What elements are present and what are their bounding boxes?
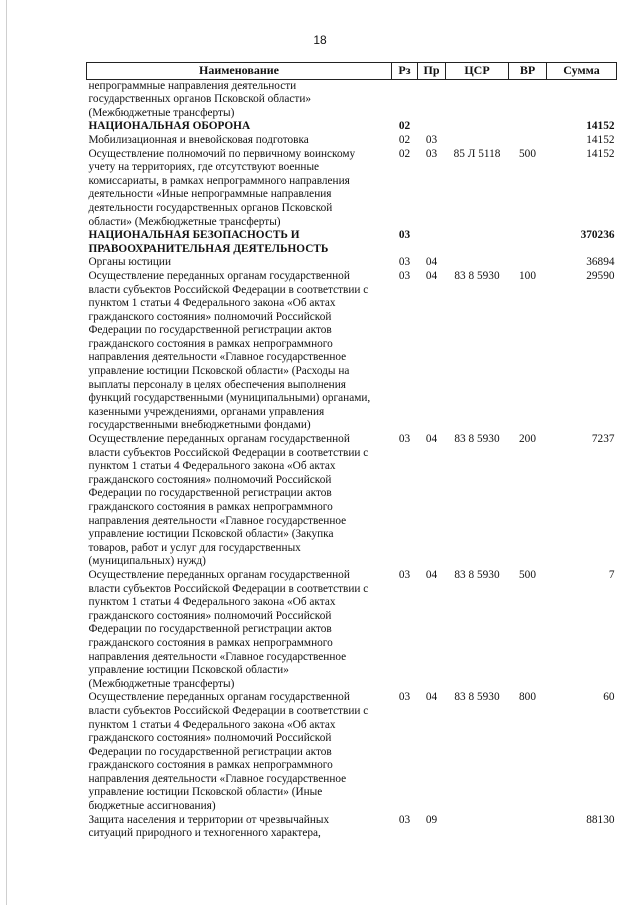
table-row bbox=[87, 229, 617, 256]
header-name: Наименование bbox=[87, 63, 392, 80]
table-row bbox=[87, 148, 617, 230]
cell-vr: 500 bbox=[519, 147, 536, 160]
cell-vr bbox=[509, 814, 547, 841]
cell-sum: 29590 bbox=[586, 269, 615, 282]
table-row bbox=[87, 433, 617, 569]
cell-csr bbox=[446, 134, 509, 148]
cell-pr bbox=[418, 79, 446, 120]
cell-vr: 500 bbox=[519, 568, 536, 581]
cell-sum: 370236 bbox=[580, 229, 615, 242]
cell-rz: 02 bbox=[398, 120, 411, 133]
cell-sum: 14152 bbox=[586, 133, 615, 146]
cell-sum: 14152 bbox=[586, 120, 615, 133]
cell-rz: 03 bbox=[398, 256, 411, 269]
header-csr: ЦСР bbox=[446, 63, 509, 80]
cell-name: НАЦИОНАЛЬНАЯ ОБОРОНА bbox=[88, 120, 251, 133]
cell-pr: 09 bbox=[425, 813, 438, 826]
cell-csr bbox=[446, 256, 509, 270]
cell-name: Защита населения и территории от чрезвычайных ситуаций природного и техногенного характера, bbox=[88, 813, 330, 840]
cell-sum: 88130 bbox=[586, 813, 615, 826]
table-row bbox=[87, 691, 617, 813]
cell-name: Осуществление переданных органам государственной власти субъектов Российской Федерации в соответствии с пунктом 1 статьи 4 Федерального закона «Об актах гражданского состояния» полномочий Российской Федерации по государственной регистрации актов гражданского состояния в рамках непрограммного направления деятельности «Главное государственное управление юстиции Псковской области» (Межбюджетные трансферты) bbox=[88, 568, 369, 690]
cell-sum: 60 bbox=[603, 691, 615, 704]
cell-sum bbox=[547, 79, 617, 120]
cell-rz: 03 bbox=[398, 433, 411, 446]
cell-csr bbox=[446, 814, 509, 841]
header-rz: Рз bbox=[392, 63, 418, 80]
cell-rz: 03 bbox=[398, 691, 411, 704]
header-vr: ВР bbox=[509, 63, 547, 80]
cell-csr bbox=[446, 120, 509, 134]
table-row bbox=[87, 814, 617, 841]
cell-vr: 200 bbox=[519, 433, 536, 446]
cell-pr: 04 bbox=[425, 256, 438, 269]
cell-csr: 83 8 5930 bbox=[454, 568, 500, 581]
table-row bbox=[87, 270, 617, 433]
table-row bbox=[87, 569, 617, 691]
table-row bbox=[87, 79, 617, 120]
cell-name: Органы юстиции bbox=[88, 256, 171, 269]
cell-pr: 04 bbox=[425, 269, 438, 282]
cell-name: непрограммные направления деятельности государственных органов Псковской области» (Межбюджетные трансферты) bbox=[88, 79, 312, 119]
cell-name: Осуществление переданных органам государственной власти субъектов Российской Федерации в соответствии с пунктом 1 статьи 4 Федерального закона «Об актах гражданского состояния» полномочий Российской Федерации по государственной регистрации актов гражданского состояния в рамках непрограммного направления деятельности «Главное государственное управление юстиции Псковской области» (Расходы на выплаты персоналу в целях обеспечения выполнения функций государственными (муниципальными) органами, казенными учреждениями, органами управления государственными внебюджетными фондами) bbox=[88, 269, 371, 432]
cell-pr: 04 bbox=[425, 433, 438, 446]
table-row bbox=[87, 256, 617, 270]
cell-name: Осуществление полномочий по первичному воинскому учету на территориях, где отсутствуют военные комиссариаты, в рамках непрограммного направления деятельности «Иные непрограммные направления деятельности государственных органов Псковской области» (Межбюджетные трансферты) bbox=[88, 147, 356, 228]
cell-pr bbox=[418, 229, 446, 256]
budget-table bbox=[86, 62, 617, 841]
cell-pr bbox=[418, 120, 446, 134]
cell-name: Мобилизационная и вневойсковая подготовка bbox=[88, 133, 309, 146]
cell-pr: 04 bbox=[425, 691, 438, 704]
table-row bbox=[87, 120, 617, 134]
cell-sum: 7237 bbox=[591, 433, 615, 446]
cell-vr bbox=[509, 120, 547, 134]
cell-vr: 800 bbox=[519, 691, 536, 704]
cell-sum: 36894 bbox=[586, 256, 615, 269]
cell-sum: 14152 bbox=[586, 147, 615, 160]
table-row bbox=[87, 134, 617, 148]
cell-pr: 03 bbox=[425, 147, 438, 160]
cell-rz: 03 bbox=[398, 269, 411, 282]
table-header-row bbox=[87, 63, 617, 80]
cell-csr: 83 8 5930 bbox=[454, 269, 500, 282]
cell-csr: 83 8 5930 bbox=[454, 433, 500, 446]
header-sum: Сумма bbox=[547, 63, 617, 80]
table-body bbox=[87, 79, 617, 841]
cell-name: Осуществление переданных органам государственной власти субъектов Российской Федерации в соответствии с пунктом 1 статьи 4 Федерального закона «Об актах гражданского состояния» полномочий Российской Федерации по государственной регистрации актов гражданского состояния в рамках непрограммного направления деятельности «Главное государственное управление юстиции Псковской области» (Иные бюджетные ассигнования) bbox=[88, 691, 369, 813]
cell-rz: 02 bbox=[398, 133, 411, 146]
cell-csr: 85 Л 5118 bbox=[453, 147, 501, 160]
cell-vr: 100 bbox=[519, 269, 536, 282]
scan-edge-line bbox=[6, 0, 7, 905]
cell-name: НАЦИОНАЛЬНАЯ БЕЗОПАСНОСТЬ И ПРАВООХРАНИТЕЛЬНАЯ ДЕЯТЕЛЬНОСТЬ bbox=[88, 229, 329, 255]
cell-pr: 03 bbox=[425, 133, 438, 146]
cell-vr bbox=[509, 256, 547, 270]
cell-name: Осуществление переданных органам государственной власти субъектов Российской Федерации в соответствии с пунктом 1 статьи 4 Федерального закона «Об актах гражданского состояния» полномочий Российской Федерации по государственной регистрации актов гражданского состояния в рамках непрограммного направления деятельности «Главное государственное управление юстиции Псковской области» (Закупка товаров, работ и услуг для государственных (муниципальных) нужд) bbox=[88, 433, 369, 568]
cell-vr bbox=[509, 134, 547, 148]
cell-rz: 03 bbox=[398, 568, 411, 581]
cell-pr: 04 bbox=[425, 568, 438, 581]
header-pr: Пр bbox=[418, 63, 446, 80]
cell-sum: 7 bbox=[608, 568, 615, 581]
cell-csr: 83 8 5930 bbox=[454, 691, 500, 704]
cell-rz bbox=[392, 79, 418, 120]
cell-rz: 02 bbox=[398, 147, 411, 160]
cell-vr bbox=[509, 79, 547, 120]
cell-rz: 03 bbox=[398, 813, 411, 826]
cell-csr bbox=[446, 229, 509, 256]
page-number: 18 bbox=[313, 33, 327, 47]
cell-rz: 03 bbox=[398, 229, 411, 242]
cell-vr bbox=[509, 229, 547, 256]
cell-csr bbox=[446, 79, 509, 120]
